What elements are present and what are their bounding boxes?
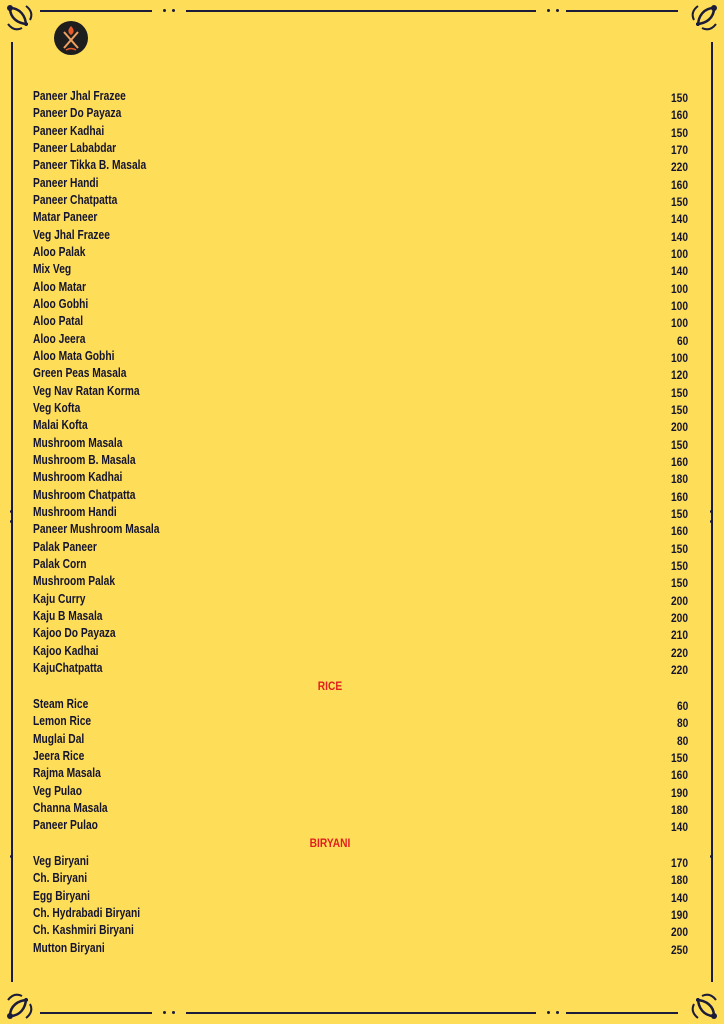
menu-item-row	[33, 313, 688, 330]
menu-item-name: Ch. Hydrabadi Biryani	[33, 905, 141, 920]
frame-dot	[710, 520, 713, 523]
corner-ornament-icon	[686, 2, 720, 36]
menu-item-row	[33, 713, 688, 730]
menu-item-row	[33, 748, 688, 765]
menu-item-row	[33, 521, 688, 538]
menu-item-price: 220	[670, 645, 688, 660]
menu-list-rice	[33, 696, 688, 835]
section-title-biryani: BIRYANI	[309, 836, 351, 850]
menu-item-name: Ch. Biryani	[33, 871, 88, 886]
menu-item-name: Lemon Rice	[33, 714, 92, 729]
menu-item-price: 100	[670, 316, 688, 331]
menu-item-row	[33, 817, 688, 834]
menu-item-price: 170	[670, 142, 688, 157]
menu-item-price: 190	[670, 907, 688, 922]
menu-item-row	[33, 157, 688, 174]
menu-item-name: Paneer Handi	[33, 175, 99, 190]
menu-item-name: Paneer Jhal Frazee	[33, 89, 126, 103]
menu-item-price: 160	[670, 524, 688, 539]
menu-item-row	[33, 209, 688, 226]
menu-item-row	[33, 192, 688, 209]
menu-item-name: Veg Pulao	[33, 783, 82, 798]
frame-dot	[10, 855, 13, 858]
frame-dot	[10, 520, 13, 523]
menu-item-price: 250	[670, 942, 688, 957]
menu-item-name: Egg Biryani	[33, 888, 90, 903]
menu-item-row	[33, 608, 688, 625]
menu-item-price: 180	[670, 873, 688, 888]
menu-list-biryani	[33, 853, 688, 957]
menu-item-price: 210	[670, 628, 688, 643]
menu-item-name: Aloo Mata Gobhi	[33, 348, 115, 363]
frame-dot	[547, 9, 550, 12]
menu-item-price: 200	[670, 420, 688, 435]
frame-dot	[556, 9, 559, 12]
menu-item-price: 150	[670, 125, 688, 140]
corner-ornament-icon	[4, 2, 38, 36]
menu-item-price: 100	[670, 350, 688, 365]
menu-item-name: Veg Nav Ratan Korma	[33, 383, 140, 398]
menu-item-price: 150	[670, 194, 688, 209]
menu-item-price: 150	[670, 385, 688, 400]
menu-item-row	[33, 853, 688, 870]
menu-item-row	[33, 573, 688, 590]
menu-item-price: 200	[670, 593, 688, 608]
frame-dot	[163, 9, 166, 12]
frame-dot	[556, 1011, 559, 1014]
menu-item-name: Green Peas Masala	[33, 366, 127, 381]
menu-item-name: Matar Paneer	[33, 210, 98, 225]
menu-item-name: Aloo Palak	[33, 244, 86, 259]
menu-item-row	[33, 417, 688, 434]
menu-item-row	[33, 469, 688, 486]
menu-item-price: 140	[670, 820, 688, 835]
corner-ornament-icon	[686, 988, 720, 1022]
menu-item-price: 140	[670, 890, 688, 905]
menu-item-price: 80	[676, 716, 688, 731]
menu-item-price: 190	[670, 785, 688, 800]
frame-top-right	[566, 10, 678, 12]
corner-ornament-icon	[4, 988, 38, 1022]
menu-item-price: 140	[670, 264, 688, 279]
menu-item-price: 160	[670, 177, 688, 192]
menu-item-price: 60	[676, 333, 688, 348]
menu-item-name: Mutton Biryani	[33, 940, 105, 955]
menu-item-price: 100	[670, 246, 688, 261]
menu-item-row	[33, 783, 688, 800]
menu-item-price: 160	[670, 108, 688, 123]
menu-item-price: 80	[676, 733, 688, 748]
menu-item-row	[33, 348, 688, 365]
menu-item-price: 150	[670, 558, 688, 573]
menu-item-price: 150	[670, 576, 688, 591]
menu-item-name: Mushroom Palak	[33, 574, 116, 589]
frame-dot	[710, 855, 713, 858]
menu-item-name: Muglai Dal	[33, 731, 85, 746]
menu-item-name: Kaju B Masala	[33, 608, 103, 623]
menu-item-row	[33, 261, 688, 278]
menu-item-row	[33, 123, 688, 140]
menu-item-row	[33, 140, 688, 157]
menu-item-row	[33, 331, 688, 348]
menu-item-price: 160	[670, 489, 688, 504]
menu-item-row	[33, 870, 688, 887]
menu-item-row	[33, 365, 688, 382]
menu-item-price: 100	[670, 298, 688, 313]
menu-item-price: 170	[670, 856, 688, 870]
menu-item-row	[33, 435, 688, 452]
menu-item-name: Channa Masala	[33, 800, 108, 815]
menu-item-name: Paneer Pulao	[33, 818, 98, 833]
menu-item-row	[33, 88, 688, 105]
menu-item-name: Rajma Masala	[33, 766, 101, 781]
menu-item-row	[33, 765, 688, 782]
menu-item-price: 140	[670, 229, 688, 244]
menu-item-name: Jeera Rice	[33, 748, 85, 763]
frame-bottom	[186, 1012, 536, 1014]
frame-dot	[10, 510, 13, 513]
menu-item-price: 150	[670, 91, 688, 105]
frame-top	[186, 10, 536, 12]
menu-item-price: 150	[670, 506, 688, 521]
menu-item-price: 220	[670, 160, 688, 175]
menu-item-row	[33, 487, 688, 504]
menu-item-name: Paneer Mushroom Masala	[33, 522, 160, 537]
menu-item-row	[33, 244, 688, 261]
menu-item-price: 120	[670, 368, 688, 383]
menu-item-name: Aloo Jeera	[33, 331, 86, 346]
menu-item-price: 200	[670, 610, 688, 625]
menu-item-name: Kajoo Do Payaza	[33, 626, 116, 641]
menu-item-price: 180	[670, 472, 688, 487]
menu-list-main	[33, 88, 688, 677]
menu-item-row	[33, 296, 688, 313]
menu-item-name: Mushroom Handi	[33, 504, 117, 519]
menu-item-name: Paneer Chatpatta	[33, 192, 118, 207]
menu-item-row	[33, 591, 688, 608]
menu-item-row	[33, 731, 688, 748]
menu-item-row	[33, 625, 688, 642]
menu-item-name: Kajoo Kadhai	[33, 643, 99, 658]
menu-item-name: Palak Paneer	[33, 539, 97, 554]
menu-item-price: 150	[670, 402, 688, 417]
frame-top-left	[40, 10, 152, 12]
menu-item-row	[33, 279, 688, 296]
menu-item-name: Ch. Kashmiri Biryani	[33, 923, 134, 938]
menu-item-name: Paneer Kadhai	[33, 123, 105, 138]
menu-item-price: 160	[670, 768, 688, 783]
menu-item-price: 60	[676, 699, 688, 713]
menu-item-name: Mix Veg	[33, 262, 72, 277]
menu-item-name: Aloo Matar	[33, 279, 86, 294]
menu-item-row	[33, 383, 688, 400]
menu-item-price: 160	[670, 454, 688, 469]
menu-item-row	[33, 175, 688, 192]
menu-item-row	[33, 940, 688, 957]
menu-item-name: Veg Kofta	[33, 400, 81, 415]
menu-item-row	[33, 696, 688, 713]
menu-item-name: Aloo Gobhi	[33, 296, 89, 311]
menu-item-name: Aloo Patal	[33, 314, 84, 329]
menu-item-price: 150	[670, 437, 688, 452]
menu-item-name: KajuChatpatta	[33, 660, 103, 675]
menu-item-row	[33, 227, 688, 244]
menu-item-name: Mushroom Chatpatta	[33, 487, 136, 502]
frame-bottom-right	[566, 1012, 678, 1014]
menu-item-price: 150	[670, 541, 688, 556]
menu-item-name: Kaju Curry	[33, 591, 86, 606]
section-title-rice: RICE	[317, 679, 343, 693]
menu-item-name: Mushroom B. Masala	[33, 452, 136, 467]
menu-item-row	[33, 452, 688, 469]
menu-item-name: Mushroom Kadhai	[33, 470, 123, 485]
menu-item-price: 220	[670, 662, 688, 677]
frame-dot	[547, 1011, 550, 1014]
menu-item-row	[33, 504, 688, 521]
menu-item-name: Mushroom Masala	[33, 435, 123, 450]
menu-item-name: Palak Corn	[33, 556, 87, 571]
menu-item-price: 200	[670, 925, 688, 940]
menu-item-name: Veg Biryani	[33, 854, 89, 868]
menu-item-row	[33, 800, 688, 817]
chef-utensils-logo-icon	[53, 20, 89, 56]
menu-item-name: Veg Jhal Frazee	[33, 227, 110, 242]
menu-item-price: 180	[670, 802, 688, 817]
menu-item-price: 140	[670, 212, 688, 227]
menu-item-row	[33, 556, 688, 573]
frame-dot	[172, 1011, 175, 1014]
menu-item-row	[33, 400, 688, 417]
frame-dot	[172, 9, 175, 12]
menu-item-row	[33, 905, 688, 922]
menu-item-row	[33, 105, 688, 122]
menu-item-name: Malai Kofta	[33, 418, 88, 433]
menu-item-price: 150	[670, 750, 688, 765]
frame-bottom-left	[40, 1012, 152, 1014]
menu-item-price: 100	[670, 281, 688, 296]
menu-item-row	[33, 643, 688, 660]
menu-item-name: Paneer Do Payaza	[33, 106, 122, 121]
frame-dot	[163, 1011, 166, 1014]
menu-item-row	[33, 922, 688, 939]
menu-item-name: Steam Rice	[33, 697, 89, 711]
menu-item-row	[33, 660, 688, 677]
menu-item-name: Paneer Tikka B. Masala	[33, 158, 147, 173]
menu-item-row	[33, 888, 688, 905]
frame-dot	[710, 510, 713, 513]
menu-item-row	[33, 539, 688, 556]
menu-item-name: Paneer Lababdar	[33, 140, 117, 155]
